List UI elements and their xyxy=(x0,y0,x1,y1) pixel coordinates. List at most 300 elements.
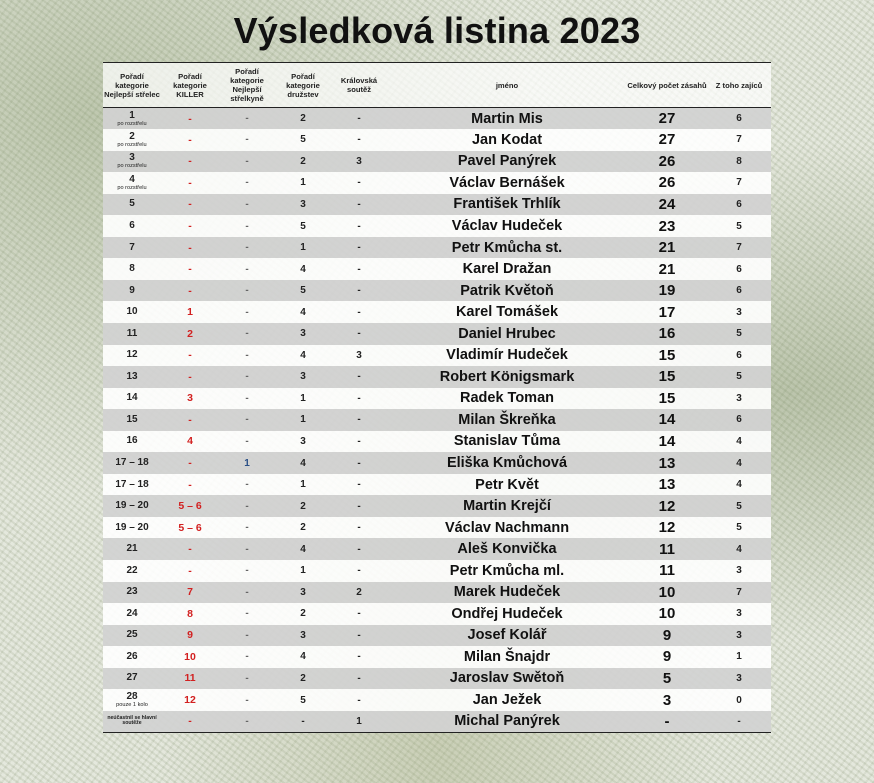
cell-name: Jaroslav Swětoň xyxy=(387,668,627,690)
cell-royal: - xyxy=(331,452,387,474)
cell-rank xyxy=(103,711,161,733)
cell-total: 13 xyxy=(627,452,707,474)
cell-rank xyxy=(103,129,161,151)
cell-women: - xyxy=(219,560,275,582)
rank-value: 21 xyxy=(126,543,138,555)
cell-royal: 2 xyxy=(331,582,387,604)
table-row xyxy=(103,517,771,539)
cell-women: - xyxy=(219,538,275,560)
cell-rabbits: 3 xyxy=(707,560,771,582)
rank-note: pouze 1 kolo xyxy=(116,702,148,709)
cell-rank xyxy=(103,215,161,237)
table-row xyxy=(103,323,771,345)
cell-rank xyxy=(103,194,161,216)
cell-rabbits: 6 xyxy=(707,409,771,431)
cell-total: 23 xyxy=(627,215,707,237)
cell-rabbits: 5 xyxy=(707,323,771,345)
cell-rabbits: 7 xyxy=(707,582,771,604)
rank-value: 22 xyxy=(126,564,138,576)
cell-rabbits: 6 xyxy=(707,194,771,216)
cell-killer: 5 – 6 xyxy=(161,495,219,517)
rank-note: po rozstřelu xyxy=(117,120,147,127)
table-row xyxy=(103,689,771,711)
cell-women: - xyxy=(219,258,275,280)
cell-women: - xyxy=(219,323,275,345)
cell-name: Václav Bernášek xyxy=(387,172,627,194)
cell-royal: - xyxy=(331,194,387,216)
cell-team: 4 xyxy=(275,345,331,367)
cell-rabbits: 3 xyxy=(707,668,771,690)
cell-team: 4 xyxy=(275,452,331,474)
cell-total: 15 xyxy=(627,388,707,410)
cell-royal: - xyxy=(331,301,387,323)
cell-killer: - xyxy=(161,538,219,560)
cell-team: 3 xyxy=(275,625,331,647)
cell-team: 2 xyxy=(275,603,331,625)
cell-killer: 1 xyxy=(161,301,219,323)
cell-name: Karel Tomášek xyxy=(387,301,627,323)
rank-value: 23 xyxy=(126,586,138,598)
cell-royal: - xyxy=(331,366,387,388)
cell-name: Pavel Panýrek xyxy=(387,151,627,173)
cell-total: 5 xyxy=(627,668,707,690)
cell-total: 21 xyxy=(627,258,707,280)
cell-name: Daniel Hrubec xyxy=(387,323,627,345)
table-row xyxy=(103,474,771,496)
rank-value: 11 xyxy=(126,327,138,339)
cell-total: 12 xyxy=(627,517,707,539)
cell-rabbits: 7 xyxy=(707,129,771,151)
cell-killer: 8 xyxy=(161,603,219,625)
header-rank-women: Pořadí kategorie Nejlepší střelkyně xyxy=(219,63,275,108)
cell-name: Milan Šnajdr xyxy=(387,646,627,668)
cell-rank xyxy=(103,452,161,474)
cell-rabbits: 3 xyxy=(707,388,771,410)
table-row xyxy=(103,345,771,367)
cell-women: - xyxy=(219,409,275,431)
cell-team: 1 xyxy=(275,409,331,431)
cell-royal: - xyxy=(331,323,387,345)
cell-rank xyxy=(103,625,161,647)
cell-killer: - xyxy=(161,345,219,367)
cell-royal: - xyxy=(331,625,387,647)
cell-rabbits: 3 xyxy=(707,603,771,625)
table-row xyxy=(103,108,771,130)
cell-royal: - xyxy=(331,172,387,194)
table-row xyxy=(103,409,771,431)
cell-killer: 4 xyxy=(161,431,219,453)
rank-value: 19 – 20 xyxy=(115,521,149,533)
results-table xyxy=(103,62,771,733)
cell-women: - xyxy=(219,625,275,647)
cell-team: 4 xyxy=(275,301,331,323)
cell-name: Stanislav Tůma xyxy=(387,431,627,453)
cell-women: - xyxy=(219,431,275,453)
cell-royal: 3 xyxy=(331,151,387,173)
rank-value: 9 xyxy=(129,284,135,296)
rank-value: 7 xyxy=(129,241,135,253)
cell-name: Václav Hudeček xyxy=(387,215,627,237)
cell-team: 3 xyxy=(275,582,331,604)
cell-royal: - xyxy=(331,538,387,560)
cell-rank xyxy=(103,582,161,604)
rank-value: 6 xyxy=(129,220,135,231)
cell-total: 16 xyxy=(627,323,707,345)
cell-team: 5 xyxy=(275,689,331,711)
cell-royal: 3 xyxy=(331,345,387,367)
table-body xyxy=(103,108,771,733)
cell-rabbits: 6 xyxy=(707,258,771,280)
rank-note: po rozstřelu xyxy=(117,184,147,191)
cell-team: 5 xyxy=(275,129,331,151)
table-row xyxy=(103,625,771,647)
header-royal: Královská soutěž xyxy=(331,63,387,108)
rank-value: 15 xyxy=(126,413,138,425)
cell-total: 9 xyxy=(627,625,707,647)
cell-team: 4 xyxy=(275,258,331,280)
cell-total: 11 xyxy=(627,538,707,560)
rank-note: neúčastnil se hlavní soutěže xyxy=(107,714,157,727)
cell-killer: - xyxy=(161,258,219,280)
cell-women: 1 xyxy=(219,452,275,474)
cell-royal: - xyxy=(331,474,387,496)
cell-rank xyxy=(103,258,161,280)
table-row xyxy=(103,431,771,453)
cell-rabbits: 6 xyxy=(707,108,771,130)
cell-name: Michal Panýrek xyxy=(387,711,627,733)
cell-royal: 1 xyxy=(331,711,387,733)
cell-team: 1 xyxy=(275,560,331,582)
cell-women: - xyxy=(219,711,275,733)
cell-name: Ondřej Hudeček xyxy=(387,603,627,625)
rank-value: 17 – 18 xyxy=(115,478,149,490)
cell-royal: - xyxy=(331,258,387,280)
table-row xyxy=(103,215,771,237)
cell-royal: - xyxy=(331,689,387,711)
cell-rabbits: 4 xyxy=(707,452,771,474)
table-row xyxy=(103,129,771,151)
rank-value: 10 xyxy=(126,306,138,318)
cell-total: 26 xyxy=(627,151,707,173)
cell-rank xyxy=(103,388,161,410)
cell-name: Marek Hudeček xyxy=(387,582,627,604)
cell-women: - xyxy=(219,517,275,539)
cell-team: 2 xyxy=(275,151,331,173)
header-rank-teams: Pořadí kategorie družstev xyxy=(275,63,331,108)
cell-royal: - xyxy=(331,495,387,517)
cell-total: 10 xyxy=(627,603,707,625)
cell-total: 3 xyxy=(627,689,707,711)
page-title: Výsledková listina 2023 xyxy=(233,10,641,51)
cell-rank xyxy=(103,431,161,453)
cell-royal: - xyxy=(331,388,387,410)
table-row xyxy=(103,538,771,560)
cell-royal: - xyxy=(331,668,387,690)
rank-value: 1 xyxy=(129,109,135,121)
cell-team: 1 xyxy=(275,172,331,194)
rank-value: 16 xyxy=(126,435,138,447)
cell-killer: 3 xyxy=(161,388,219,410)
cell-killer: - xyxy=(161,194,219,216)
cell-name: Martin Mis xyxy=(387,108,627,130)
cell-total: 19 xyxy=(627,280,707,302)
cell-rank xyxy=(103,172,161,194)
cell-total: 21 xyxy=(627,237,707,259)
cell-total: 13 xyxy=(627,474,707,496)
cell-name: Josef Kolář xyxy=(387,625,627,647)
cell-rabbits: 4 xyxy=(707,474,771,496)
cell-total: 11 xyxy=(627,560,707,582)
cell-royal: - xyxy=(331,215,387,237)
cell-royal: - xyxy=(331,409,387,431)
cell-team: 3 xyxy=(275,431,331,453)
cell-rank xyxy=(103,668,161,690)
cell-women: - xyxy=(219,474,275,496)
cell-rabbits: 0 xyxy=(707,689,771,711)
cell-name: Jan Ježek xyxy=(387,689,627,711)
cell-rabbits: 3 xyxy=(707,625,771,647)
cell-total: 26 xyxy=(627,172,707,194)
cell-women: - xyxy=(219,689,275,711)
cell-team: 2 xyxy=(275,517,331,539)
cell-rabbits: 6 xyxy=(707,345,771,367)
table-row xyxy=(103,301,771,323)
cell-name: Patrik Květoň xyxy=(387,280,627,302)
cell-total: 15 xyxy=(627,345,707,367)
cell-total: 27 xyxy=(627,108,707,130)
cell-royal: - xyxy=(331,603,387,625)
cell-team: 3 xyxy=(275,366,331,388)
cell-name: Eliška Kmůchová xyxy=(387,452,627,474)
cell-royal: - xyxy=(331,560,387,582)
cell-rabbits: - xyxy=(707,711,771,733)
cell-rank xyxy=(103,517,161,539)
cell-rank xyxy=(103,689,161,711)
cell-killer: - xyxy=(161,151,219,173)
cell-team: 3 xyxy=(275,323,331,345)
cell-rank xyxy=(103,323,161,345)
cell-rank xyxy=(103,151,161,173)
cell-women: - xyxy=(219,668,275,690)
table-row xyxy=(103,172,771,194)
cell-royal: - xyxy=(331,280,387,302)
cell-team: 2 xyxy=(275,668,331,690)
cell-killer: - xyxy=(161,474,219,496)
cell-rabbits: 5 xyxy=(707,517,771,539)
cell-name: Václav Nachmann xyxy=(387,517,627,539)
cell-team: 1 xyxy=(275,237,331,259)
cell-women: - xyxy=(219,345,275,367)
cell-rabbits: 5 xyxy=(707,495,771,517)
cell-women: - xyxy=(219,280,275,302)
table-row xyxy=(103,366,771,388)
cell-rabbits: 4 xyxy=(707,538,771,560)
table-row xyxy=(103,452,771,474)
cell-total: 24 xyxy=(627,194,707,216)
header-name: jméno xyxy=(387,63,627,108)
cell-name: František Trhlík xyxy=(387,194,627,216)
cell-name: Petr Květ xyxy=(387,474,627,496)
cell-women: - xyxy=(219,388,275,410)
cell-rabbits: 6 xyxy=(707,280,771,302)
cell-total: 10 xyxy=(627,582,707,604)
cell-total: 14 xyxy=(627,431,707,453)
table-row xyxy=(103,711,771,733)
table-header xyxy=(103,63,771,108)
cell-rank xyxy=(103,474,161,496)
rank-value: 17 – 18 xyxy=(115,457,149,469)
rank-value: 26 xyxy=(126,650,138,662)
header-total: Celkový počet zásahů xyxy=(627,63,707,108)
cell-name: Aleš Konvička xyxy=(387,538,627,560)
cell-rank xyxy=(103,538,161,560)
cell-killer: 12 xyxy=(161,689,219,711)
cell-team: 1 xyxy=(275,474,331,496)
cell-name: Vladimír Hudeček xyxy=(387,345,627,367)
cell-rabbits: 8 xyxy=(707,151,771,173)
header-rabbits: Z toho zajíců xyxy=(707,63,771,108)
cell-killer: 9 xyxy=(161,625,219,647)
rank-value: 3 xyxy=(129,152,135,164)
cell-women: - xyxy=(219,582,275,604)
cell-women: - xyxy=(219,172,275,194)
table-row xyxy=(103,280,771,302)
cell-team: 4 xyxy=(275,646,331,668)
table-row xyxy=(103,258,771,280)
cell-name: Radek Toman xyxy=(387,388,627,410)
cell-total: 12 xyxy=(627,495,707,517)
cell-royal: - xyxy=(331,646,387,668)
cell-women: - xyxy=(219,194,275,216)
cell-rank xyxy=(103,646,161,668)
cell-killer: - xyxy=(161,366,219,388)
cell-women: - xyxy=(219,215,275,237)
cell-rank xyxy=(103,345,161,367)
cell-team: 2 xyxy=(275,495,331,517)
cell-total: - xyxy=(627,711,707,733)
cell-name: Petr Kmůcha ml. xyxy=(387,560,627,582)
cell-rabbits: 7 xyxy=(707,237,771,259)
cell-royal: - xyxy=(331,108,387,130)
cell-team: 1 xyxy=(275,388,331,410)
cell-killer: - xyxy=(161,560,219,582)
cell-team: 5 xyxy=(275,280,331,302)
rank-value: 25 xyxy=(126,629,138,641)
table-row xyxy=(103,646,771,668)
header-rank-shooter: Pořadí kategorie Nejlepší střelec xyxy=(103,63,161,108)
cell-rank xyxy=(103,560,161,582)
cell-killer: 7 xyxy=(161,582,219,604)
cell-killer: 2 xyxy=(161,323,219,345)
table-row xyxy=(103,582,771,604)
cell-killer: 11 xyxy=(161,668,219,690)
cell-rabbits: 5 xyxy=(707,215,771,237)
rank-value: 2 xyxy=(129,130,135,142)
cell-killer: - xyxy=(161,237,219,259)
cell-rabbits: 7 xyxy=(707,172,771,194)
cell-women: - xyxy=(219,301,275,323)
cell-rank xyxy=(103,409,161,431)
rank-value: 5 xyxy=(129,198,135,210)
cell-women: - xyxy=(219,603,275,625)
rank-note: po rozstřelu xyxy=(117,163,147,170)
cell-total: 17 xyxy=(627,301,707,323)
rank-value: 8 xyxy=(129,263,135,275)
cell-women: - xyxy=(219,646,275,668)
cell-team: - xyxy=(275,711,331,733)
cell-total: 15 xyxy=(627,366,707,388)
table-row xyxy=(103,151,771,173)
rank-value: 24 xyxy=(126,607,138,619)
cell-rank xyxy=(103,366,161,388)
cell-women: - xyxy=(219,237,275,259)
cell-royal: - xyxy=(331,431,387,453)
cell-rabbits: 1 xyxy=(707,646,771,668)
cell-women: - xyxy=(219,151,275,173)
cell-name: Robert Königsmark xyxy=(387,366,627,388)
table-row xyxy=(103,194,771,216)
cell-rank xyxy=(103,280,161,302)
cell-royal: - xyxy=(331,517,387,539)
rank-value: 27 xyxy=(126,672,138,684)
cell-team: 4 xyxy=(275,538,331,560)
cell-women: - xyxy=(219,495,275,517)
cell-total: 27 xyxy=(627,129,707,151)
rank-note: po rozstřelu xyxy=(117,141,147,148)
cell-killer: 10 xyxy=(161,646,219,668)
table-row xyxy=(103,603,771,625)
cell-name: Martin Krejčí xyxy=(387,495,627,517)
table-row xyxy=(103,237,771,259)
rank-value: 4 xyxy=(129,173,135,185)
cell-rabbits: 3 xyxy=(707,301,771,323)
cell-name: Karel Dražan xyxy=(387,258,627,280)
cell-killer: - xyxy=(161,280,219,302)
cell-rank xyxy=(103,301,161,323)
cell-name: Jan Kodat xyxy=(387,129,627,151)
cell-killer: - xyxy=(161,172,219,194)
cell-name: Petr Kmůcha st. xyxy=(387,237,627,259)
cell-women: - xyxy=(219,366,275,388)
cell-rank xyxy=(103,603,161,625)
table-row xyxy=(103,495,771,517)
table-row xyxy=(103,668,771,690)
cell-killer: 5 – 6 xyxy=(161,517,219,539)
cell-killer: - xyxy=(161,215,219,237)
table-row xyxy=(103,388,771,410)
cell-team: 5 xyxy=(275,215,331,237)
cell-name: Milan Škreňka xyxy=(387,409,627,431)
cell-team: 2 xyxy=(275,108,331,130)
cell-rabbits: 5 xyxy=(707,366,771,388)
cell-killer: - xyxy=(161,452,219,474)
cell-total: 14 xyxy=(627,409,707,431)
cell-royal: - xyxy=(331,129,387,151)
cell-killer: - xyxy=(161,711,219,733)
cell-team: 3 xyxy=(275,194,331,216)
cell-women: - xyxy=(219,108,275,130)
rank-value: 28 xyxy=(126,691,138,703)
cell-killer: - xyxy=(161,108,219,130)
rank-value: 14 xyxy=(126,392,138,404)
cell-women: - xyxy=(219,129,275,151)
cell-killer: - xyxy=(161,129,219,151)
cell-rank xyxy=(103,108,161,130)
cell-rank xyxy=(103,495,161,517)
cell-rank xyxy=(103,237,161,259)
rank-value: 12 xyxy=(126,349,138,361)
header-rank-killer: Pořadí kategorie KILLER xyxy=(161,63,219,108)
